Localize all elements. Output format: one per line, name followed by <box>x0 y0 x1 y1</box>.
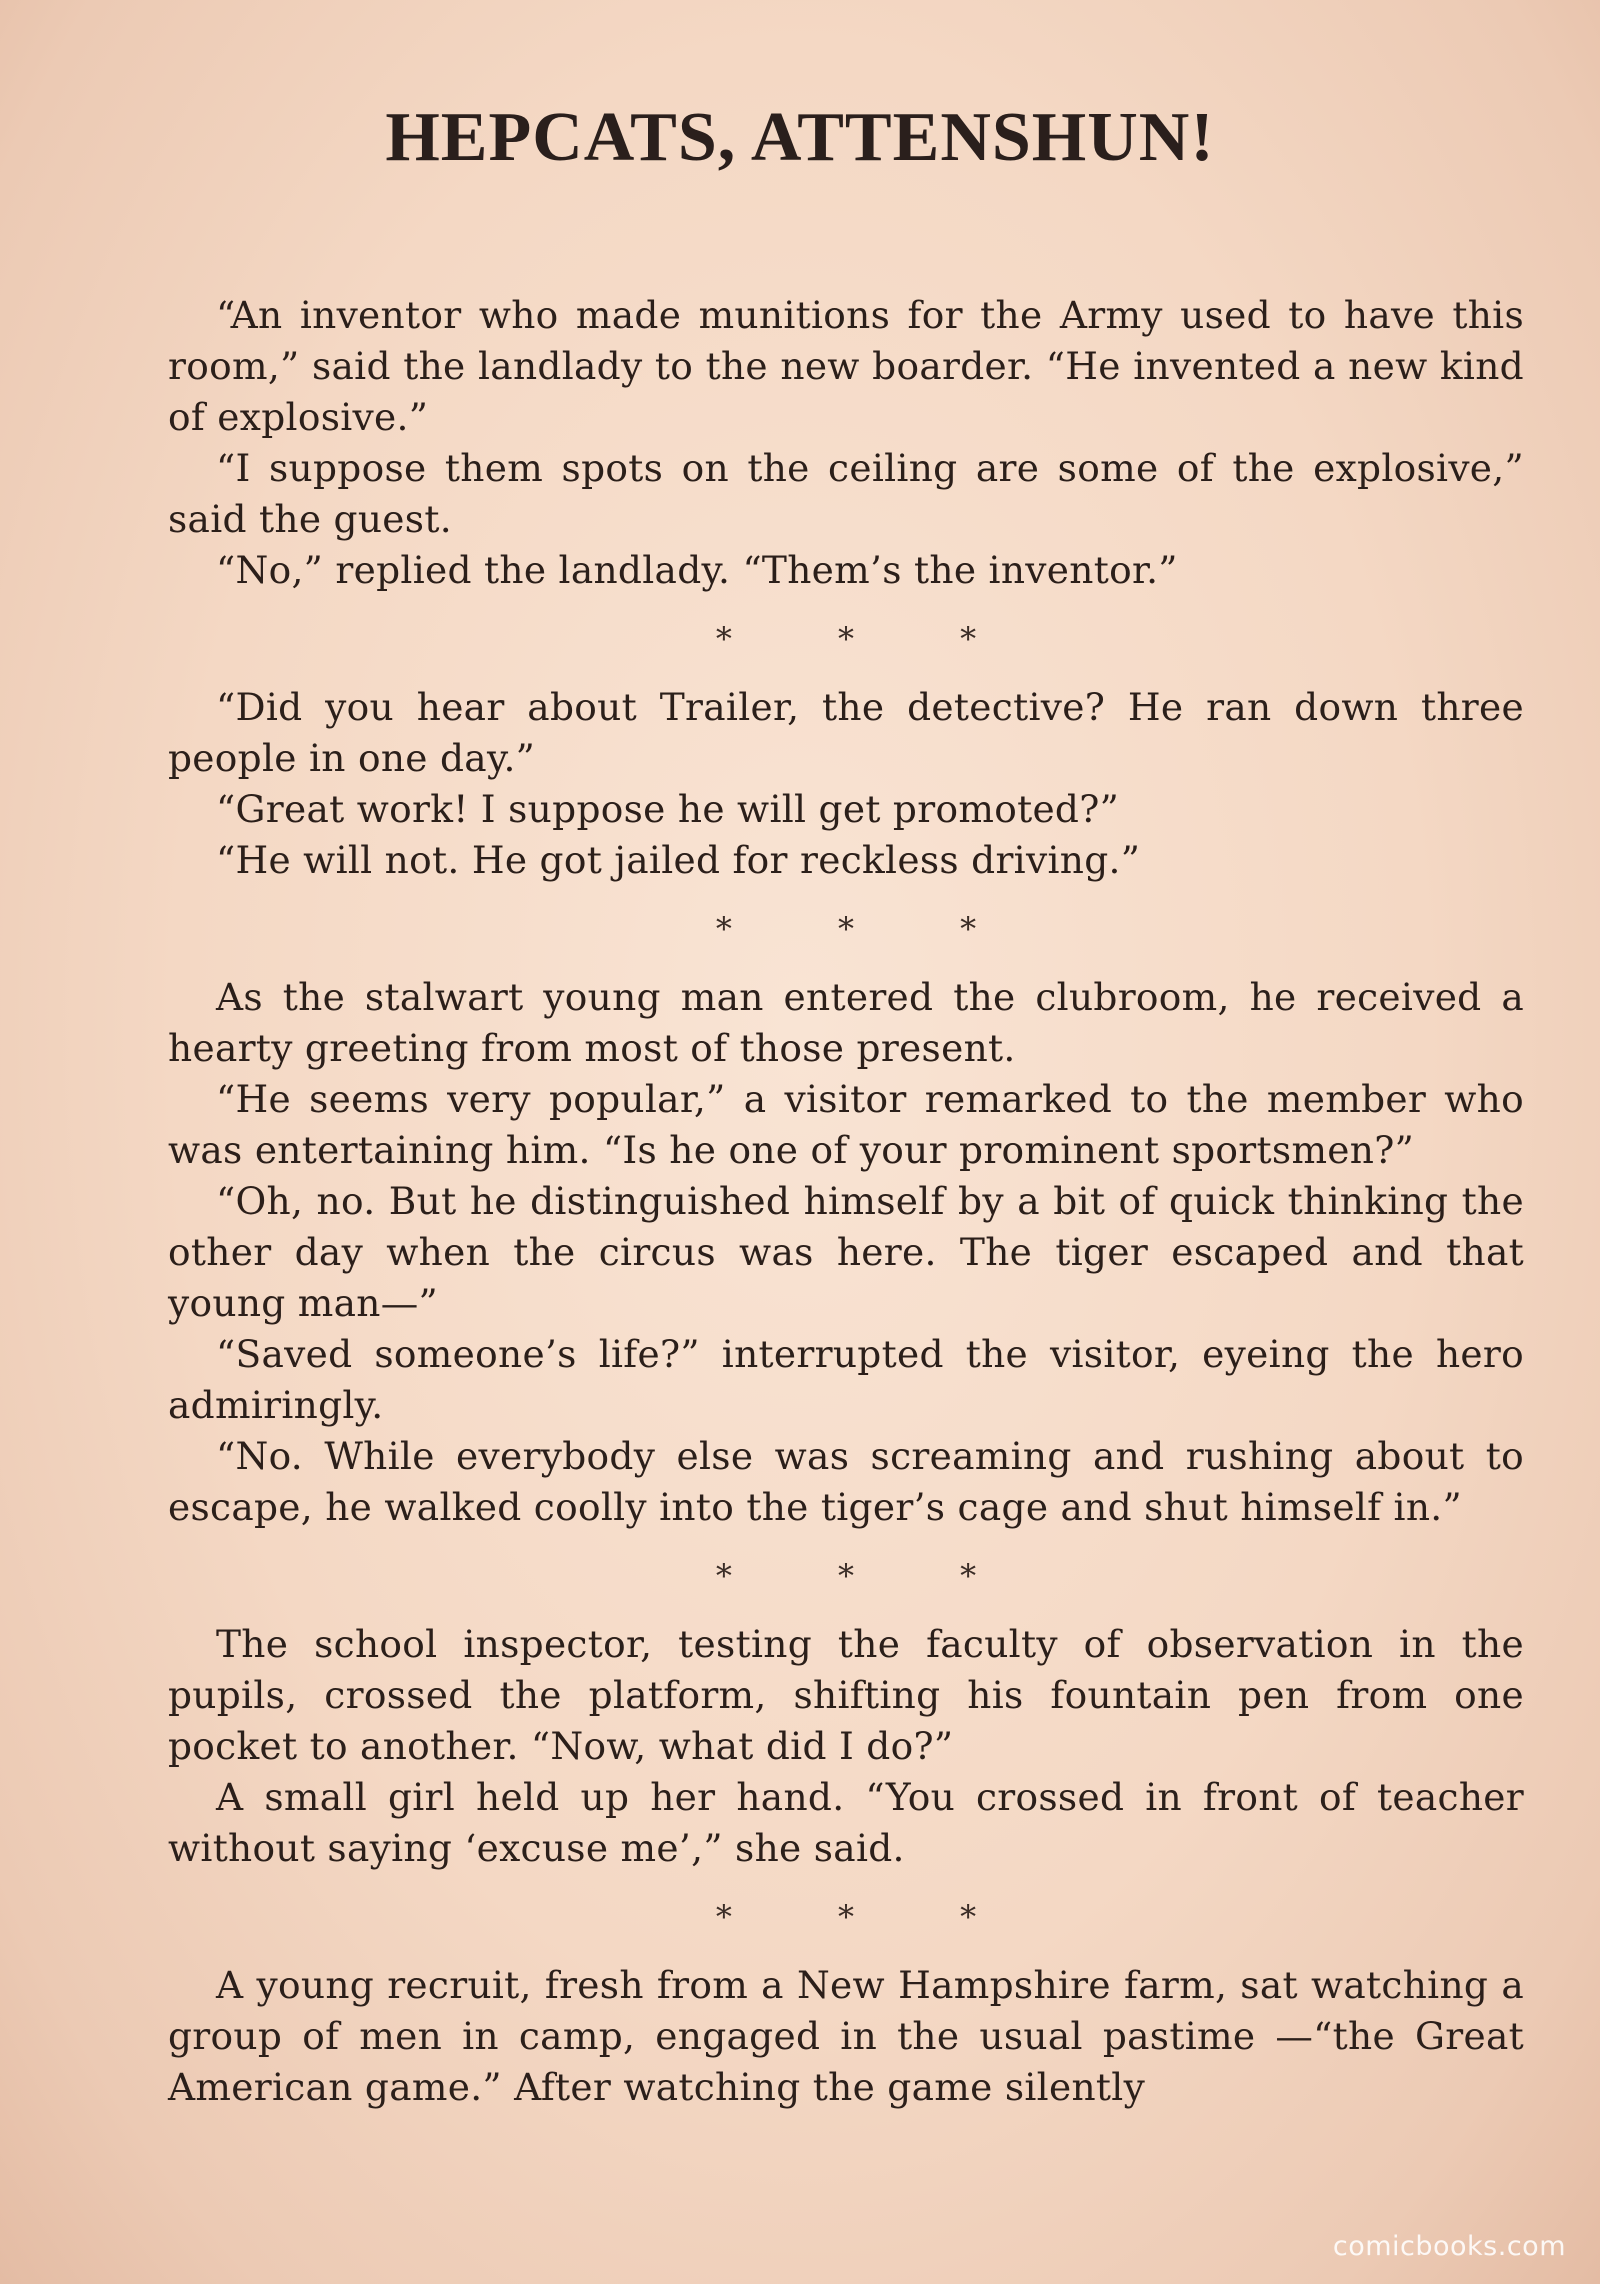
joke-paragraph: As the stalwart young man entered the clubroom, he received a hearty greeting from most of those present. <box>168 975 1524 1070</box>
section-separator: * * * <box>715 1556 1025 1595</box>
joke-paragraph: “He will not. He got jailed for reckless driving.” <box>216 838 1141 882</box>
joke-2 <box>168 682 1524 886</box>
joke-paragraph: “An inventor who made munitions for the Army used to have this room,” said the landlady to the new boarder. “He invented a new kind of explosive.” <box>168 293 1524 439</box>
joke-paragraph: A young recruit, fresh from a New Hampshire farm, sat watching a group of men in camp, engaged in the usual pastime —“the Great American game.” After watching the game silently <box>168 1963 1524 2109</box>
joke-paragraph: “He seems very popular,” a visitor remarked to the member who was entertaining him. “Is he one of your prominent sportsmen?” <box>168 1077 1524 1172</box>
joke-4 <box>168 1619 1524 1874</box>
watermark: comicbooks.com <box>1332 2231 1566 2262</box>
joke-paragraph: A small girl held up her hand. “You crossed in front of teacher without saying ‘excuse me’,” she said. <box>168 1775 1524 1870</box>
jokes-column <box>168 290 1524 2113</box>
joke-5 <box>168 1960 1524 2113</box>
page-title: HEPCATS, ATTENSHUN! <box>385 99 1215 176</box>
joke-paragraph: “No. While everybody else was screaming and rushing about to escape, he walked coolly into the tiger’s cage and shut himself in.” <box>168 1434 1524 1529</box>
joke-paragraph: “No,” replied the landlady. “Them’s the inventor.” <box>216 548 1178 592</box>
joke-paragraph: “Great work! I suppose he will get promoted?” <box>216 787 1120 831</box>
section-separator: * * * <box>715 1897 1025 1936</box>
joke-paragraph: “Did you hear about Trailer, the detective? He ran down three people in one day.” <box>168 685 1524 780</box>
joke-1 <box>168 290 1524 596</box>
section-separator: * * * <box>715 619 1025 658</box>
section-separator: * * * <box>715 909 1025 948</box>
joke-paragraph: “I suppose them spots on the ceiling are some of the explosive,” said the guest. <box>168 446 1524 541</box>
joke-3 <box>168 972 1524 1533</box>
joke-paragraph: “Saved someone’s life?” interrupted the visitor, eyeing the hero admiringly. <box>168 1332 1524 1427</box>
joke-paragraph: “Oh, no. But he distinguished himself by a bit of quick thinking the other day when the circus was here. The tiger escaped and that young man—” <box>168 1179 1524 1325</box>
joke-paragraph: The school inspector, testing the faculty of observation in the pupils, crossed the platform, shifting his fountain pen from one pocket to another. “Now, what did I do?” <box>168 1622 1524 1768</box>
